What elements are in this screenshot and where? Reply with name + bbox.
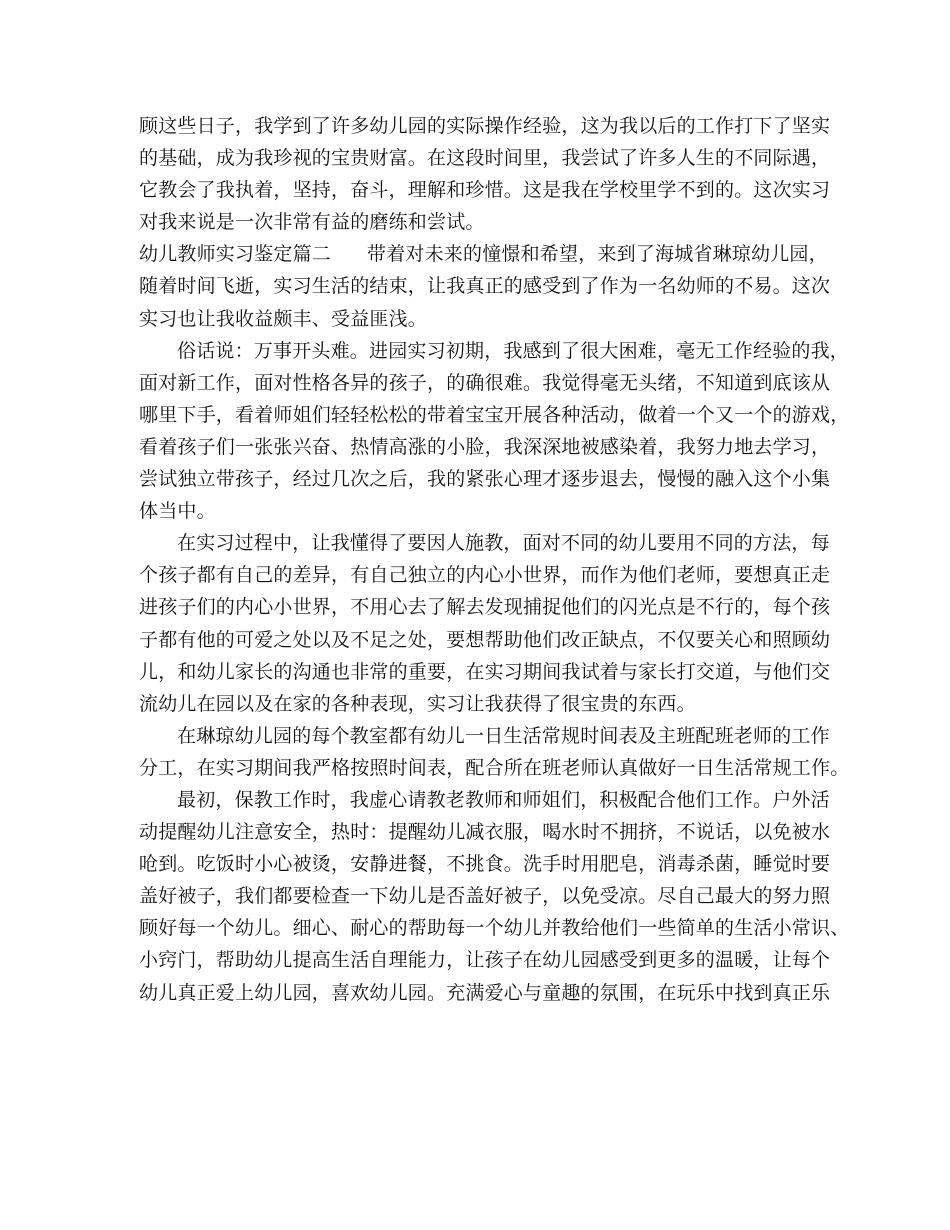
section-title: 幼儿教师实习鉴定篇二 xyxy=(139,243,332,266)
text-line: 流幼儿在园以及在家的各种表现，实习让我获得了很宝贵的东西。 xyxy=(139,692,696,715)
text-line: 呛到。吃饭时小心被烫，安静进餐，不挑食。洗手时用肥皂，消毒杀菌，睡觉时要 xyxy=(139,853,831,876)
text-line: 分工，在实习期间我严格按照时间表，配合所在班老师认真做好一日生活常规工作。 xyxy=(139,756,850,779)
section-heading-line xyxy=(139,238,829,270)
text-line: 实习也让我收益颇丰、受益匪浅。 xyxy=(139,307,428,330)
text-line: 顾这些日子，我学到了许多幼儿园的实际操作经验，这为我以后的工作打下了坚实 xyxy=(139,115,831,137)
text-line: 儿，和幼儿家长的沟通也非常的重要，在实习期间我试着与家长打交道，与他们交 xyxy=(139,660,831,683)
text-line: 最初，保教工作时，我虚心请教老教师和师姐们，积极配合他们工作。户外活 xyxy=(177,788,830,811)
section-2 xyxy=(139,238,829,334)
text-line: 体当中。 xyxy=(139,500,216,523)
text-line: 子都有他的可爱之处以及不足之处，要想帮助他们改正缺点，不仅要关心和照顾幼 xyxy=(139,628,831,651)
text-line: 哪里下手，看着师姐们轻轻松松的带着宝宝开展各种活动，做着一个又一个的游戏， xyxy=(139,403,850,426)
text-line: 俗话说：万事开头难。进园实习初期，我感到了很大困难，毫无工作经验的我， xyxy=(177,339,850,362)
text-line: 的基础，成为我珍视的宝贵财富。在这段时间里，我尝试了许多人生的不同际遇， xyxy=(139,147,831,170)
text-line: 随着时间飞逝，实习生活的结束，让我真正的感受到了作为一名幼师的不易。这次 xyxy=(139,275,831,298)
text-line: 进孩子们的内心小世界，不用心去了解去发现捕捉他们的闪光点是不行的，每个孩 xyxy=(139,596,831,619)
paragraph-3 xyxy=(139,527,829,720)
paragraph-4 xyxy=(139,720,850,784)
paragraph-2 xyxy=(139,335,850,528)
text-line: 它教会了我执着，坚持，奋斗，理解和珍惜。这是我在学校里学不到的。这次实习 xyxy=(139,179,831,202)
text-line: 盖好被子，我们都要检查一下幼儿是否盖好被子，以免受凉。尽自己最大的努力照 xyxy=(139,885,831,908)
text-line: 个孩子都有自己的差异，有自己独立的内心小世界，而作为他们老师，要想真正走 xyxy=(139,564,831,587)
text-line: 幼儿真正爱上幼儿园，喜欢幼儿园。充满爱心与童趣的氛围，在玩乐中找到真正乐 xyxy=(139,981,831,1004)
paragraph-5 xyxy=(139,784,850,1009)
text-line: 在实习过程中，让我懂得了要因人施教，面对不同的幼儿要用不同的方法，每 xyxy=(177,532,830,555)
text-line: 面对新工作，面对性格各异的孩子，的确很难。我觉得毫无头绪，不知道到底该从 xyxy=(139,371,831,394)
document-body xyxy=(139,110,850,1009)
paragraph-1 xyxy=(139,110,829,238)
text-line: 小窍门，帮助幼儿提高生活自理能力，让孩子在幼儿园感受到更多的温暖，让每个 xyxy=(139,949,831,972)
text-line: 对我来说是一次非常有益的磨练和尝试。 xyxy=(139,211,485,234)
text-line: 尝试独立带孩子，经过几次之后，我的紧张心理才逐步退去，慢慢的融入这个小集 xyxy=(139,468,831,491)
text-line: 动提醒幼儿注意安全，热时：提醒幼儿减衣服，喝水时不拥挤，不说话，以免被水 xyxy=(139,821,831,844)
text-line: 看着孩子们一张张兴奋、热情高涨的小脸，我深深地被感染着，我努力地去学习， xyxy=(139,435,831,458)
section-intro-text: 带着对未来的憧憬和希望，来到了海城省琳琼幼儿园， xyxy=(367,243,828,266)
text-line: 顾好每一个幼儿。细心、耐心的帮助每一个幼儿并教给他们一些简单的生活小常识、 xyxy=(139,917,850,940)
text-line: 在琳琼幼儿园的每个教室都有幼儿一日生活常规时间表及主班配班老师的工作 xyxy=(177,724,830,747)
